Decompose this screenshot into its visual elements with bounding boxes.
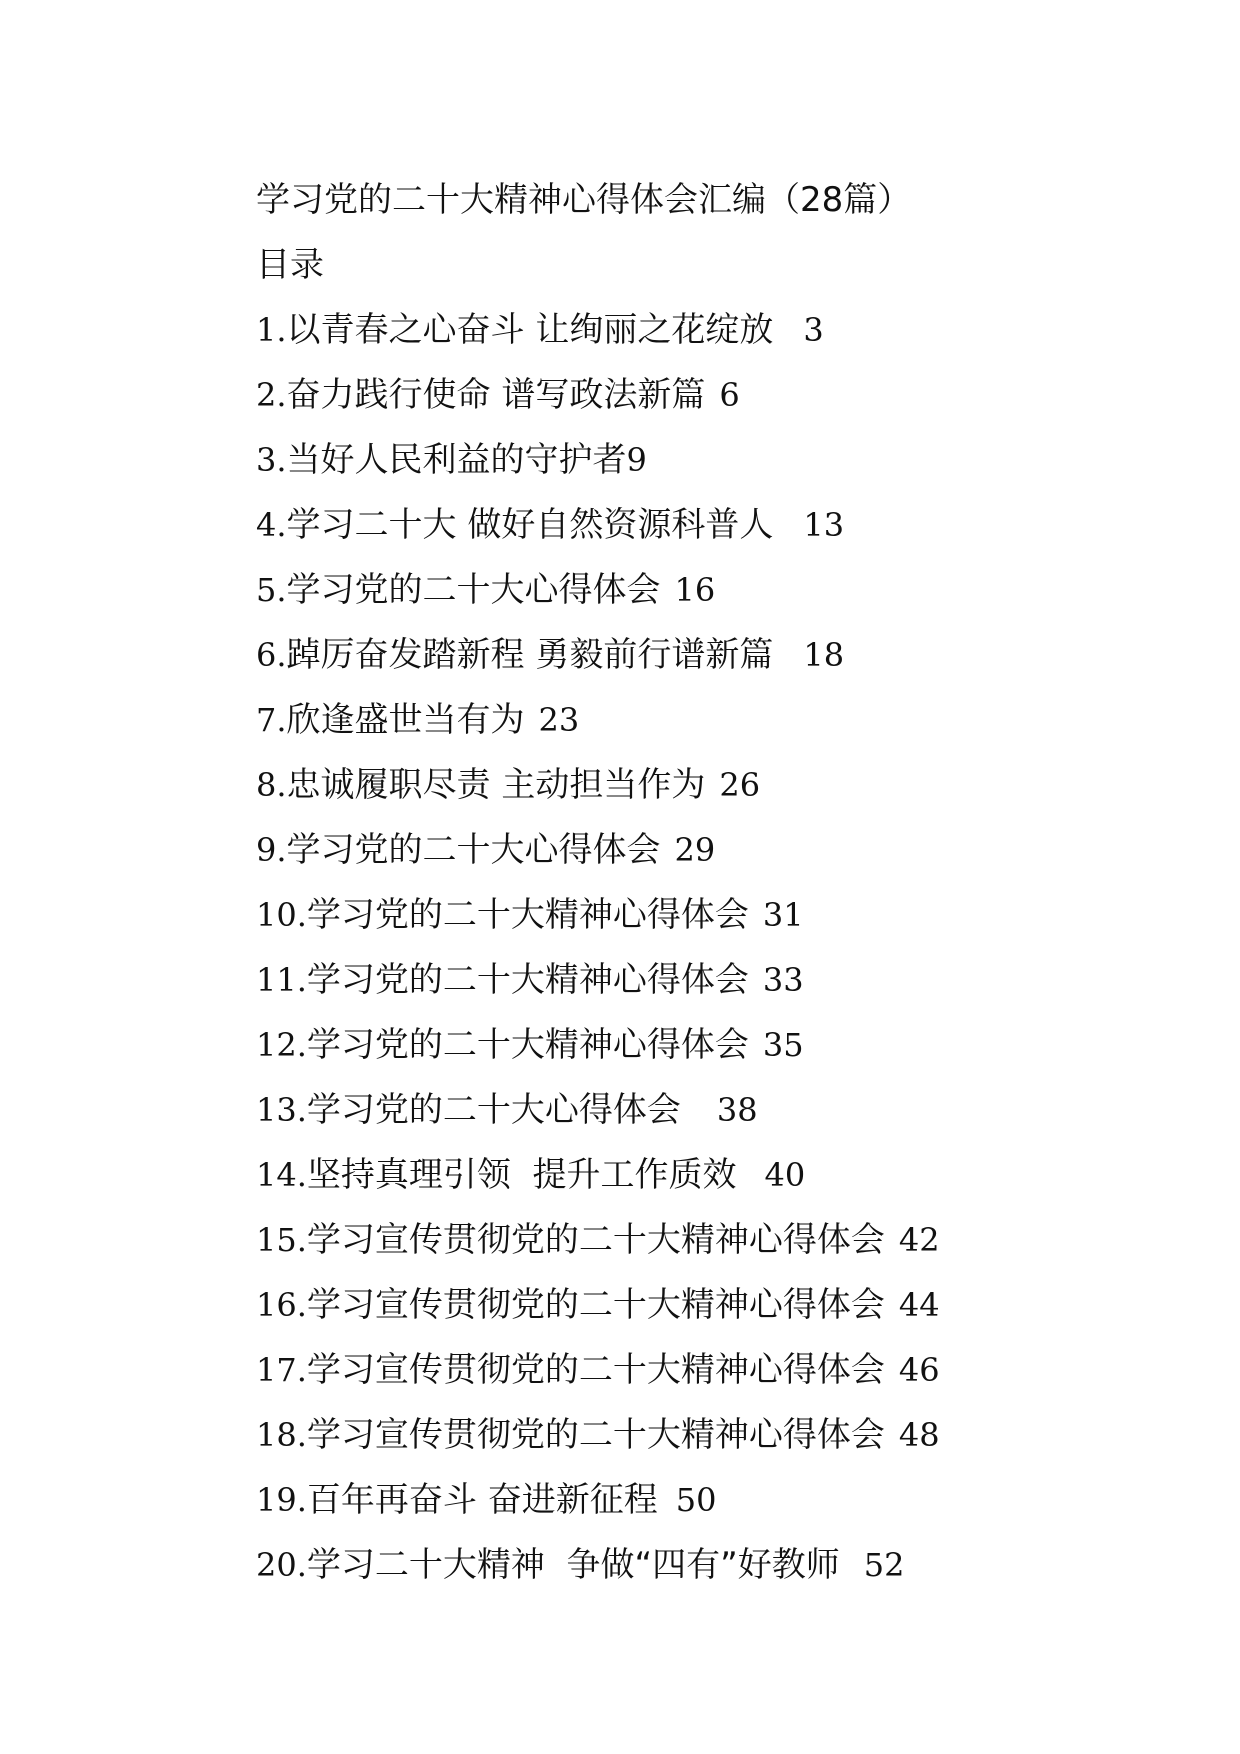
toc-entry-title: 学习二十大 做好自然资源科普人 <box>286 505 774 545</box>
toc-entry[interactable] <box>256 883 1116 948</box>
toc-entry-number: 4. <box>256 506 287 544</box>
toc-entry-page-number: 3 <box>803 311 824 349</box>
toc-entry-title: 当好人民利益的守护者 <box>286 440 627 480</box>
toc-entry[interactable] <box>256 558 1116 623</box>
toc-entry[interactable] <box>256 948 1116 1013</box>
toc-entry[interactable] <box>256 1273 1116 1338</box>
toc-entry-page-number: 42 <box>898 1221 940 1259</box>
toc-entry[interactable] <box>256 298 1116 363</box>
toc-entry-page-number: 40 <box>764 1156 806 1194</box>
document-title: 学习党的二十大精神心得体会汇编（28篇） <box>256 180 912 220</box>
toc-entry-page-number: 46 <box>898 1351 940 1389</box>
toc-entry-number: 8. <box>256 766 287 804</box>
toc-entry-title: 学习党的二十大心得体会 <box>286 570 661 610</box>
toc-entry-number: 17. <box>256 1351 307 1389</box>
toc-entry-page-number: 23 <box>538 701 580 739</box>
toc-entry-title: 坚持真理引领 提升工作质效 <box>306 1155 737 1195</box>
toc-entry[interactable] <box>256 1403 1116 1468</box>
toc-entry-title: 学习党的二十大精神心得体会 <box>306 1025 749 1065</box>
toc-entry-number: 12. <box>256 1026 307 1064</box>
toc-entry-page-number: 13 <box>803 506 845 544</box>
toc-entry-page-number: 26 <box>719 766 761 804</box>
toc-entry[interactable] <box>256 493 1116 558</box>
toc-entry-number: 16. <box>256 1286 307 1324</box>
toc-entry-title: 百年再奋斗 奋进新征程 <box>306 1480 658 1520</box>
toc-entry-page-number: 29 <box>674 831 716 869</box>
toc-heading: 目录 <box>256 245 324 285</box>
toc-entry-title: 学习宣传贯彻党的二十大精神心得体会 <box>306 1415 885 1455</box>
toc-entry-title: 学习宣传贯彻党的二十大精神心得体会 <box>306 1350 885 1390</box>
toc-entry[interactable] <box>256 1143 1116 1208</box>
toc-entry-number: 13. <box>256 1091 307 1129</box>
toc-entry-title: 以青春之心奋斗 让绚丽之花绽放 <box>286 310 774 350</box>
toc-entry-number: 9. <box>256 831 287 869</box>
toc-entry[interactable] <box>256 1078 1116 1143</box>
toc-entry-title: 奋力践行使命 谱写政法新篇 <box>286 375 706 415</box>
toc-entry-number: 19. <box>256 1481 307 1519</box>
toc-entry-number: 3. <box>256 441 287 479</box>
toc-entry-title: 学习党的二十大精神心得体会 <box>306 895 749 935</box>
toc-entry[interactable] <box>256 1013 1116 1078</box>
toc-entry[interactable] <box>256 363 1116 428</box>
toc-entry-title: 学习党的二十大精神心得体会 <box>306 960 749 1000</box>
toc-entry-page-number: 44 <box>898 1286 940 1324</box>
toc-entry-page-number: 31 <box>762 896 804 934</box>
toc-entry-page-number: 6 <box>719 376 740 414</box>
toc-entry-title: 学习党的二十大心得体会 <box>306 1090 681 1130</box>
toc-entry[interactable] <box>256 1208 1116 1273</box>
toc-list <box>256 298 1116 1598</box>
toc-entry-number: 5. <box>256 571 287 609</box>
toc-entry[interactable] <box>256 1533 1116 1598</box>
toc-entry-title: 学习宣传贯彻党的二十大精神心得体会 <box>306 1220 885 1260</box>
toc-entry-title: 忠诚履职尽责 主动担当作为 <box>286 765 706 805</box>
toc-entry-title: 学习二十大精神 争做“四有”好教师 <box>306 1545 840 1585</box>
toc-entry-title: 踔厉奋发踏新程 勇毅前行谱新篇 <box>286 635 774 675</box>
toc-entry-page-number: 16 <box>674 571 716 609</box>
toc-entry-page-number: 38 <box>716 1091 758 1129</box>
toc-entry[interactable] <box>256 1468 1116 1533</box>
toc-entry[interactable] <box>256 688 1116 753</box>
toc-entry-number: 18. <box>256 1416 307 1454</box>
toc-entry-page-number: 52 <box>863 1546 905 1584</box>
toc-entry-number: 15. <box>256 1221 307 1259</box>
toc-entry-number: 14. <box>256 1156 307 1194</box>
toc-entry-page-number: 33 <box>762 961 804 999</box>
toc-entry-page-number: 48 <box>898 1416 940 1454</box>
toc-entry-number: 7. <box>256 701 287 739</box>
toc-entry-number: 2. <box>256 376 287 414</box>
toc-entry[interactable] <box>256 623 1116 688</box>
toc-content <box>256 168 1116 1598</box>
toc-entry-number: 20. <box>256 1546 307 1584</box>
toc-entry-page-number: 35 <box>762 1026 804 1064</box>
toc-entry[interactable] <box>256 818 1116 883</box>
toc-entry-title: 学习宣传贯彻党的二十大精神心得体会 <box>306 1285 885 1325</box>
toc-entry[interactable] <box>256 1338 1116 1403</box>
toc-entry-number: 11. <box>256 961 307 999</box>
toc-entry-title: 欣逢盛世当有为 <box>286 700 525 740</box>
toc-entry-number: 1. <box>256 311 287 349</box>
toc-entry-number: 6. <box>256 636 287 674</box>
toc-entry-page-number: 18 <box>803 636 845 674</box>
toc-entry[interactable] <box>256 753 1116 818</box>
toc-entry-number: 10. <box>256 896 307 934</box>
toc-entry[interactable] <box>256 428 1116 493</box>
toc-entry-page-number: 9 <box>626 441 647 479</box>
toc-entry-page-number: 50 <box>675 1481 717 1519</box>
toc-entry-title: 学习党的二十大心得体会 <box>286 830 661 870</box>
